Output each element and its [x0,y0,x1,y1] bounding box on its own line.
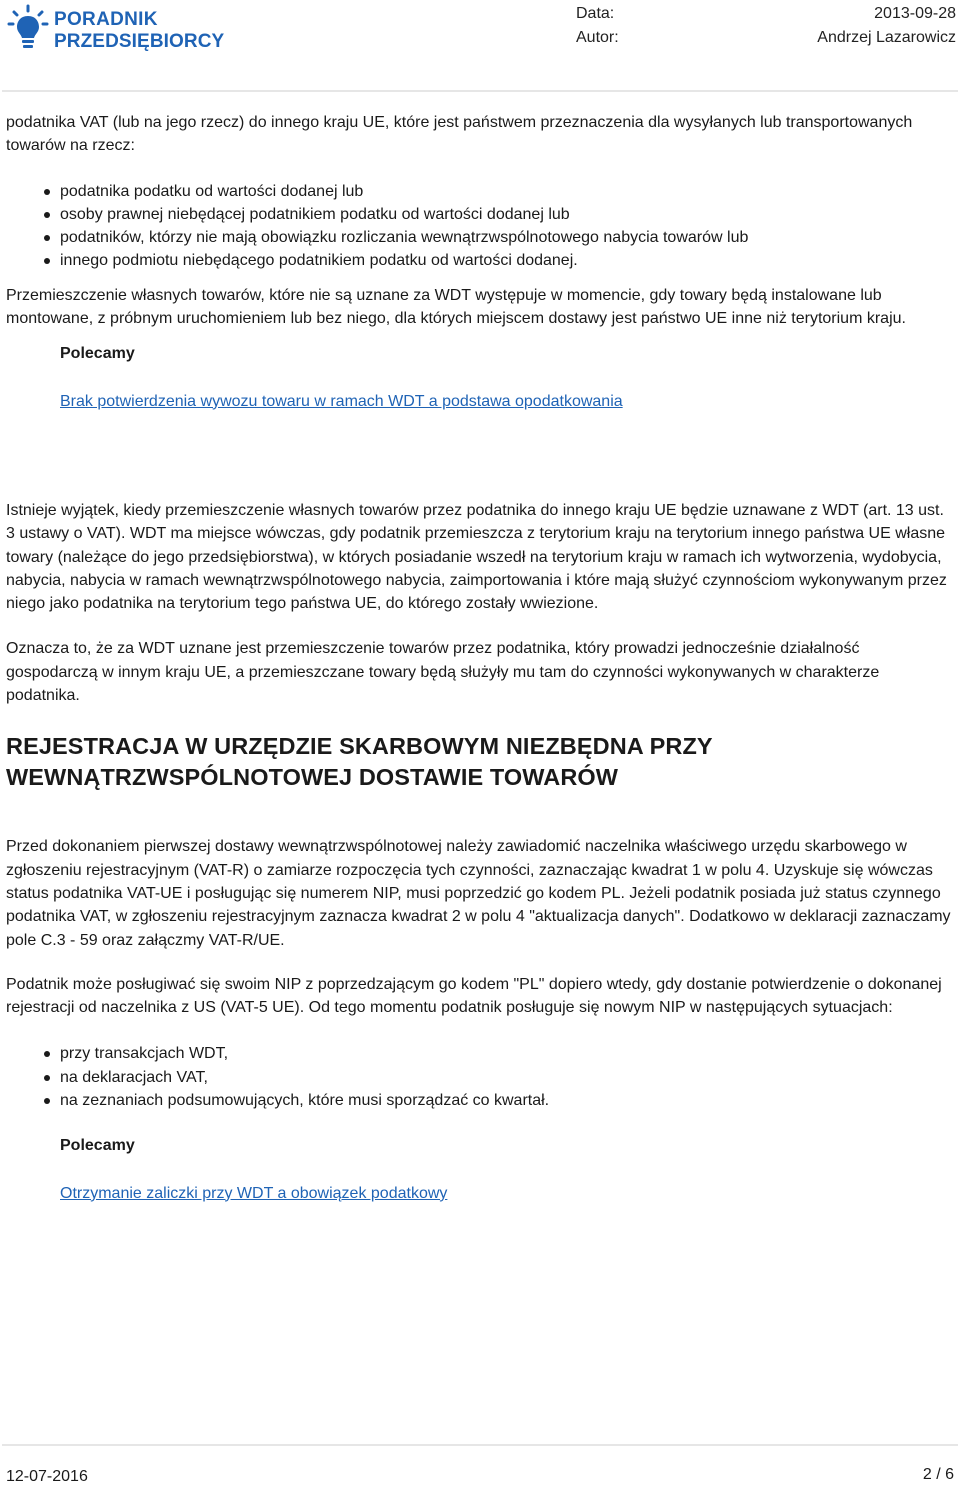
meta-labels [576,2,619,50]
meta-values [817,2,956,50]
date-label: Data: [576,5,615,22]
nip-usage-list [6,1042,954,1112]
section-heading: REJESTRACJA W URZĘDZIE SKARBOWYM NIEZBĘDNA PRZY WEWNĄTRZWSPÓLNOTOWEJ DOSTAWIE TOWARÓW [6,733,713,791]
lightbulb-icon [6,4,50,52]
recommended-link-2[interactable]: Otrzymanie zaliczki przy WDT a obowiązek podatkowy [60,1184,448,1202]
author-label: Autor: [576,29,619,46]
article-body [6,111,954,1205]
paragraph-5: Przed dokonaniem pierwszej dostawy wewnątrzwspólnotowej należy zawiadomić naczelnika właściwego urzędu skarbowego w zgłoszeniu rejestracyjnym (VAT-R) o zamiarze rozpoczęcia tych czynności, zaznaczając kwadrat 1 w polu 4. Uzyskuje się wówczas status podatnika VAT-UE i posługując się numerem NIP, musi poprzedzić go kodem PL. Jeżeli podatnik posiada już status czynnego podatnika VAT, w zgłoszeniu rejestracyjnym zaznacza kwadrat 2 w polu 4 "aktualizacja danych". Dodatkowo w deklaracji zaznaczamy pole C.3 - 59 oraz załączmy VAT-R/UE. [6,838,951,949]
date-value: 2013-09-28 [874,5,956,22]
paragraph-4: Oznacza to, że za WDT uznane jest przemieszczenie towarów przez podatnika, który prowadzi jednocześnie działalność gospodarczą w innym kraju UE, a przemieszczane towary będą służyły mu tam do czynności wykonywanych w charakterze podatnika. [6,640,880,705]
footer-divider [2,1444,958,1446]
paragraph-2: Przemieszczenie własnych towarów, które nie są uznane za WDT występuje w momencie, gdy towary będą instalowane lub montowane, z próbnym uruchomieniem lub bez niego, dla których miejscem dostawy jest państwo UE inne niż terytorium kraju. [6,286,906,328]
logo-text [54,9,224,53]
page-number: 2 / 6 [922,1466,954,1483]
recipient-list [6,180,954,273]
paragraph-1: podatnika VAT (lub na jego rzecz) do innego kraju UE, które jest państwem przeznaczenia dla wysyłanych lub transportowanych towarów na rzecz: [6,114,913,155]
logo-line-1: PORADNIK [54,9,158,30]
list-item: na deklaracjach VAT, [6,1066,954,1089]
recommended-label-1: Polecamy [60,345,135,363]
list-item: podatników, którzy nie mają obowiązku rozliczania wewnątrzwspólnotowego nabycia towarów lub [6,226,954,249]
list-item: osoby prawnej niebędącej podatnikiem podatku od wartości dodanej lub [6,203,954,226]
list-item: podatnika podatku od wartości dodanej lub [6,180,954,203]
list-item: na zeznaniach podsumowujących, które musi sporządzać co kwartał. [6,1089,954,1112]
header-divider [2,90,958,92]
logo-line-2: PRZEDSIĘBIORCY [54,31,225,52]
footer-date: 12-07-2016 [6,1468,88,1485]
paragraph-6: Podatnik może posługiwać się swoim NIP z poprzedzającym go kodem "PL" dopiero wtedy, gdy dostanie potwierdzenie o dokonanej rejestracji od naczelnika z US (VAT-5 UE). Od tego momentu podatnik posługuje się nowym NIP w następujących sytuacjach: [6,975,942,1017]
recommended-link-1[interactable]: Brak potwierdzenia wywozu towaru w ramach WDT a podstawa opodatkowania [60,392,623,410]
logo[interactable] [6,4,226,56]
recommended-label-2: Polecamy [60,1137,135,1155]
list-item: przy transakcjach WDT, [6,1042,954,1065]
author-value: Andrzej Lazarowicz [817,29,956,46]
paragraph-3: Istnieje wyjątek, kiedy przemieszczenie własnych towarów przez podatnika do innego kraju UE będzie uznawane z WDT (art. 13 ust. 3 ustawy o VAT). WDT ma miejsce wówczas, gdy podatnik przemieszcza z terytorium kraju na terytorium innego państwa UE własne towary (należące do jego przedsiębiorstwa), w których posiadanie wszedł na terytorium kraju w ramach ich wytworzenia, wydobycia, nabycia, nabycia w ramach wewnątrzwspólnotowego nabycia, zaimportowania i które mają służyć czynnościom wykonywanym przez niego jako podatnika na terytorium tego państwa UE, do którego zostały wwiezione. [6,501,947,613]
list-item: innego podmiotu niebędącego podatnikiem podatku od wartości dodanej. [6,249,954,272]
page-header [0,0,960,92]
